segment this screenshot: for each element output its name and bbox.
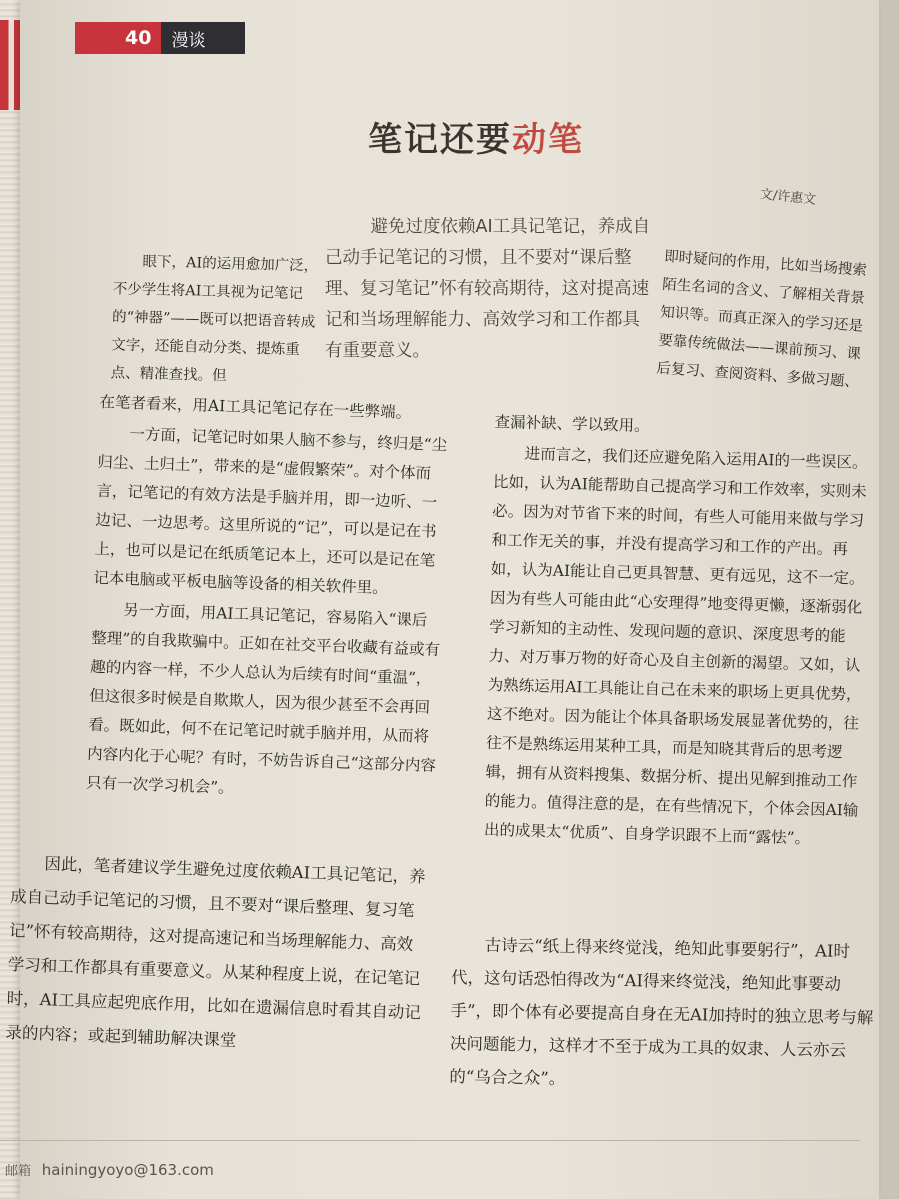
byline: 文/许惠文 [759,187,817,208]
left-column-lower [5,846,432,1067]
footer-email: hainingyoyo@163.com [41,1161,214,1179]
footer-divider [0,1140,860,1141]
title-accent: 动笔 [512,120,584,160]
footer-email-label: 邮箱 [5,1164,32,1179]
article-title [368,112,584,161]
footer [5,1160,214,1179]
paragraph: 进而言之，我们还应避免陷入运用AI的一些误区。比如，认为AI能帮助自己提高学习和工作效率，实则未必。因为对节省下来的时间，有些人可能用来做与学习和工作无关的事，并没有提高学习和工作的产出。再如，认为AI能让自己更具智慧、更有远见，这不一定。因为有些人可能由此“心安理得”地变得更懒，逐渐弱化学习新知的主动性、发现问题的意识、深度思考的能力、对万事万物的好奇心及自主创新的渴望。又如，认为熟练运用AI工具能让自己在未来的职场上更具优势，这不绝对。因为能让个体具备职场发展显著优势的，往往不是熟练运用某种工具，而是知晓其背后的思考逻辑，拥有从资料搜集、数据分析、提出见解到推动工作的能力。值得注意的是，在有些情况下，个体会因AI输出的成果太“优质”、自身学识跟不上而“露怯”。 [483,444,868,848]
paragraph: 一方面，记笔记时如果人脑不参与，终归是“尘归尘、土归土”，带来的是“虚假繁荣”。对个体而言，记笔记的有效方法是手脑并用，即一边听、一边记、一边思考。这里所说的“记”，可以是记在书上，也可以是记在纸质笔记本上，还可以是记在笔记本电脑或平板电脑等设备的相关软件里。 [93,425,448,598]
paragraph: 在笔者看来，用AI工具记笔记存在一些弊端。 [99,392,412,422]
paragraph: 另一方面，用AI工具记笔记，容易陷入“课后整理”的自我欺骗中。正如在社交平台收藏有益或有趣的内容一样，不少人总认为后续有时间“重温”，但这很多时候是自欺欺人，因为很少甚至不会再回看。既如此，何不在记笔记时就手脑并用，从而将内容内化于心呢？有时，不妨告诉自己“这部分内容只有一次学习机会”。 [85,600,441,797]
right-column [484,408,880,857]
paragraph: 查漏补缺、学以致用。 [494,412,650,436]
right-column-top [655,243,874,399]
left-column [86,388,450,812]
title-main: 笔记还要 [368,120,512,160]
paragraph: 眼下，AI的运用愈加广泛，不少学生将AI工具视为记笔记的“神器”——既可以把语音转成文字，还能自动分类、提炼重点、精准查找。但 [110,254,319,385]
left-column-top [110,247,324,394]
lede: 避免过度依赖AI工具记笔记，养成自己动手记笔记的习惯，且不要对“课后整理、复习笔记”怀有较高期待，这对提高速记和当场理解能力、高效学习和工作都具有重要意义。 [325,217,651,361]
page-header [75,22,245,54]
paragraph: 古诗云“纸上得来终觉浅，绝知此事要躬行”，AI时代，这句话恐怕得改为“AI得来终觉浅，绝知此事要动手”，即个体有必要提高自身在无AI加持时的独立思考与解决问题能力，这样才不至于成为工具的奴隶、人云亦云的“乌合之众”。 [449,935,874,1088]
paragraph: 即时疑问的作用，比如当场搜索陌生名词的含义、了解相关背景知识等。而真正深入的学习还是要靠传统做法——课前预习、课后复习、查阅资料、多做习题、 [655,248,868,391]
page-number: 40 [75,22,161,54]
paragraph: 因此，笔者建议学生避免过度依赖AI工具记笔记，养成自己动手记笔记的习惯，且不要对“课后整理、复习笔记”怀有较高期待，这对提高速记和当场理解能力、高效学习和工作都具有重要意义。从某种程度上说，在记笔记时，AI工具应起兜底作用，比如在遗漏信息时看其自动记录的内容；或起到辅助解决课堂 [5,854,426,1050]
section-label: 漫谈 [171,30,206,51]
right-column-lower [449,928,882,1102]
